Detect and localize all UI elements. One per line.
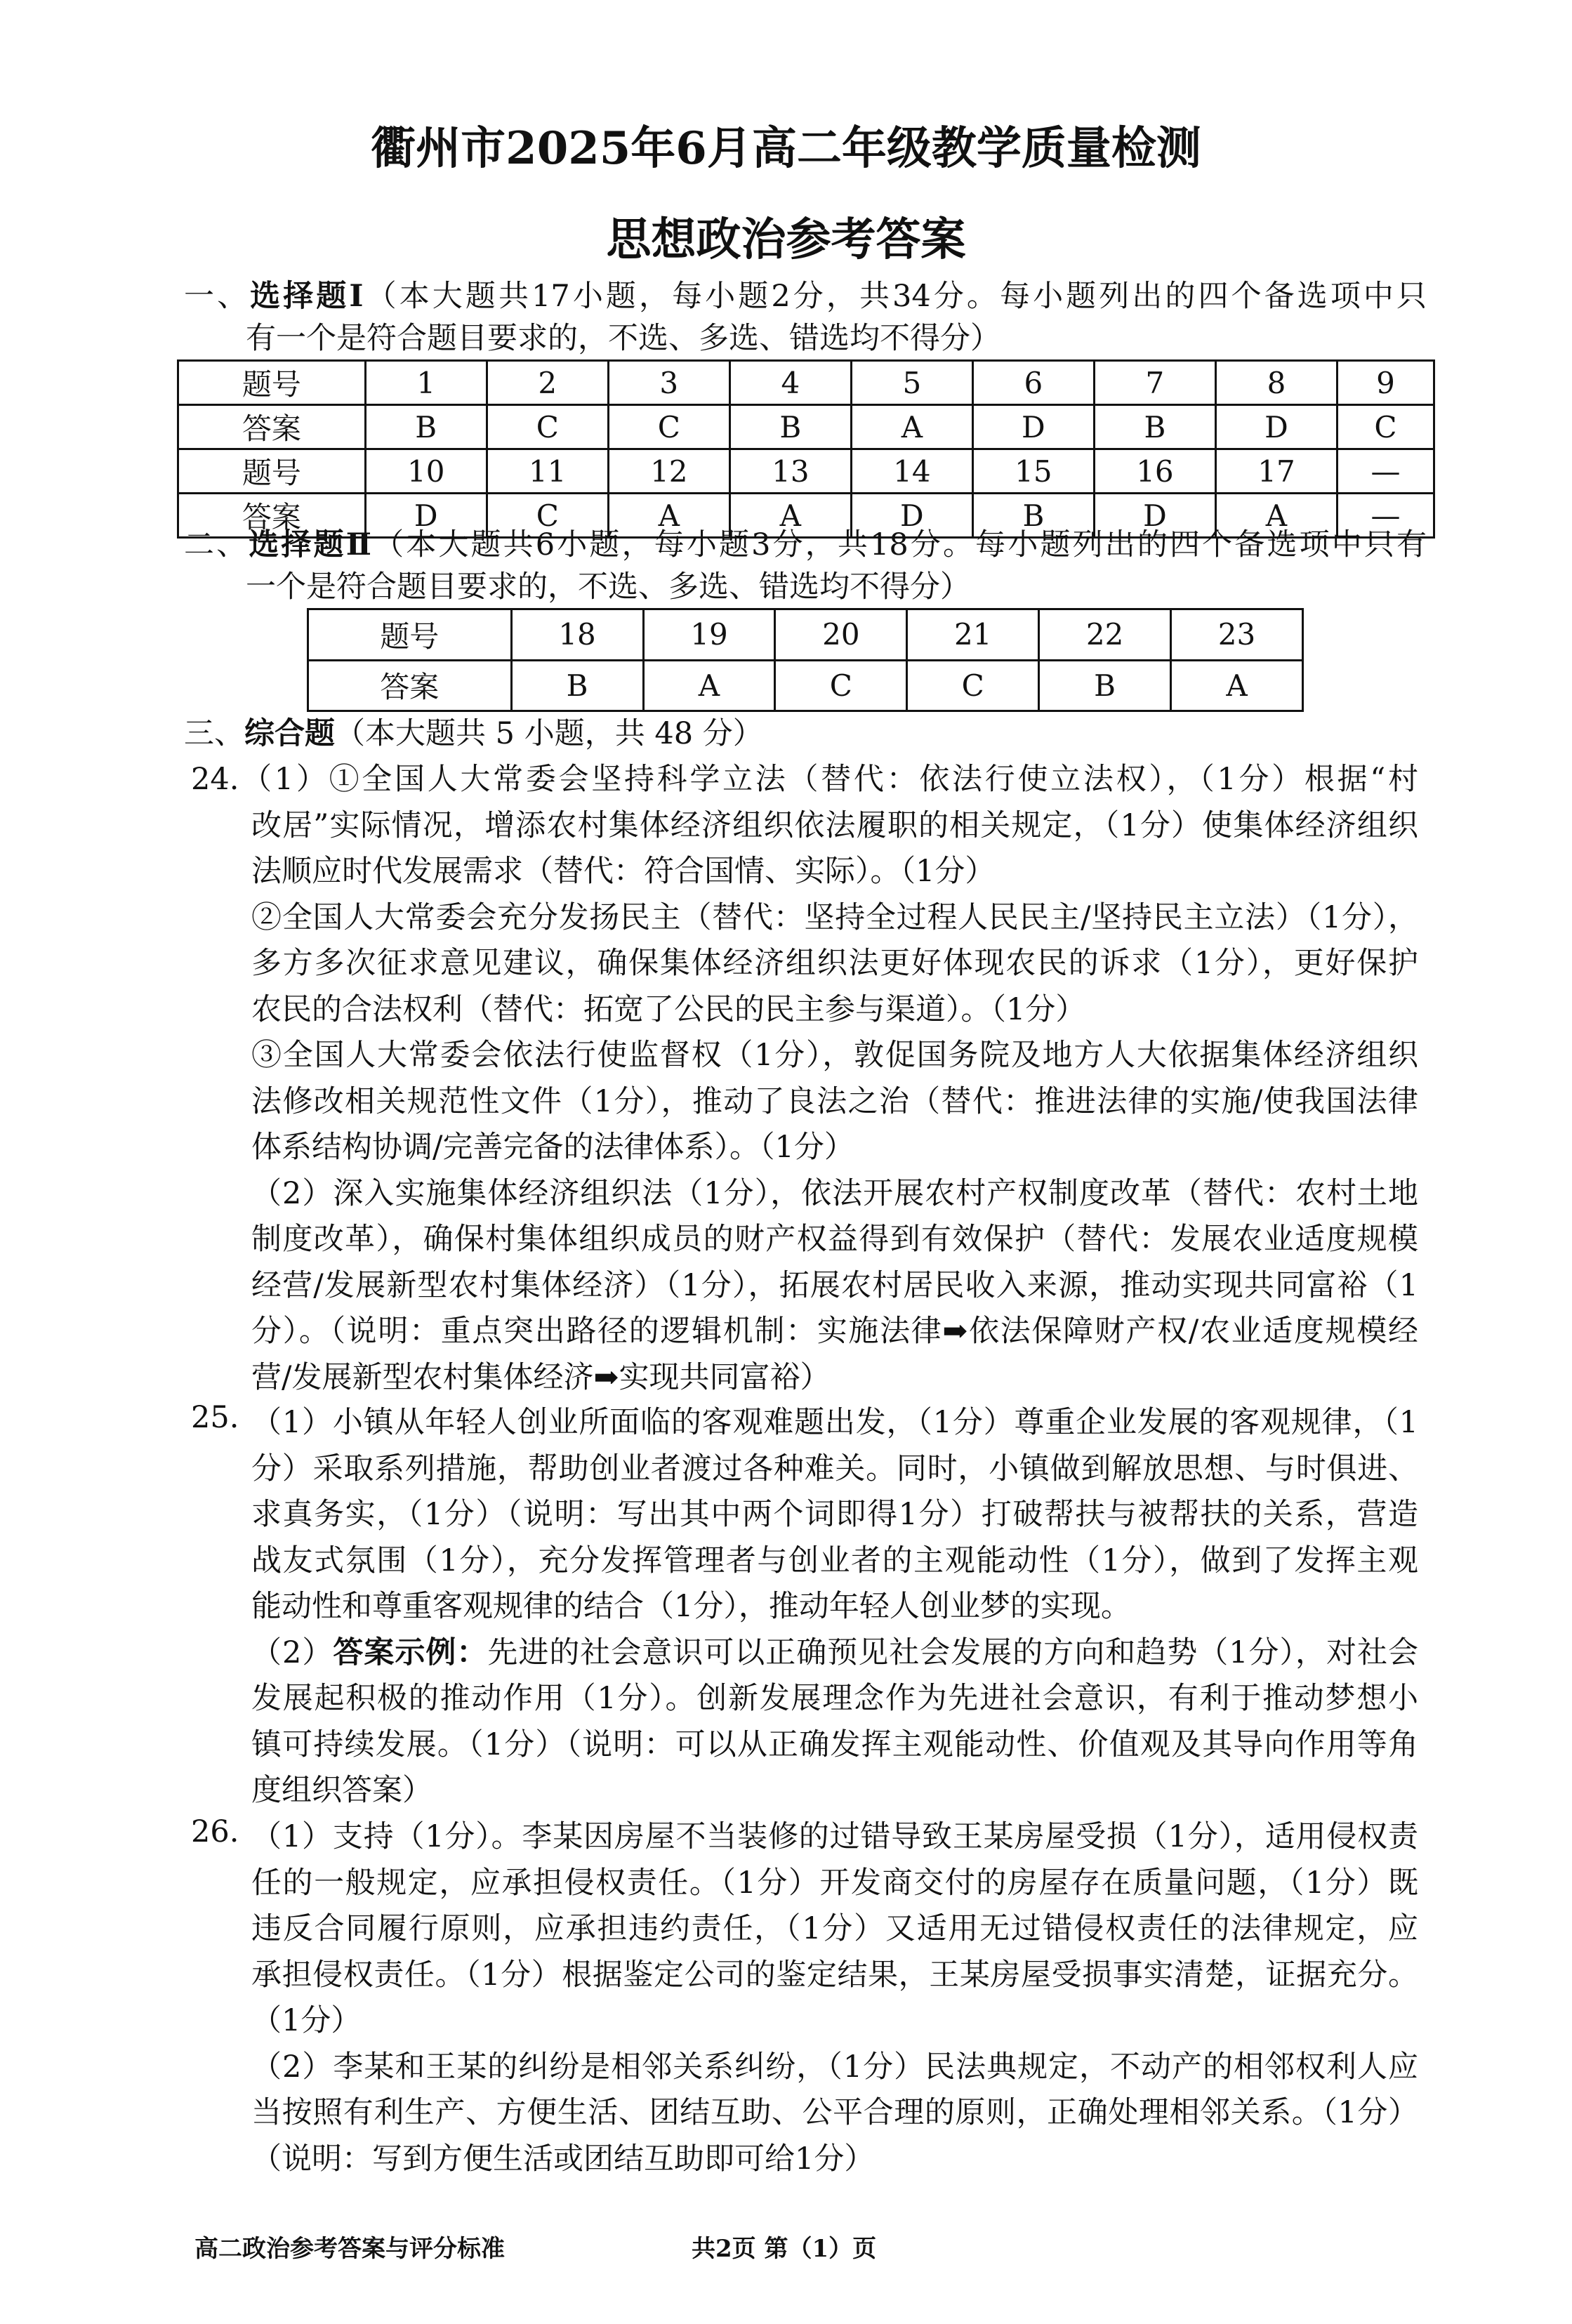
- table-cell: —: [1337, 449, 1434, 494]
- text-line: [251, 1079, 1418, 1125]
- table-row: [178, 449, 1434, 494]
- line-text: 24.（1）①全国人大常委会坚持科学立法（替代：依法行使立法权），（1分）根据“村: [191, 762, 1418, 797]
- table-cell: 7: [1094, 361, 1215, 405]
- line-text: ②全国人大常委会充分发扬民主（替代：坚持全过程人民民主/坚持民主立法）（1分），: [251, 899, 1418, 935]
- table-cell: B: [972, 494, 1094, 538]
- table-row: [178, 405, 1434, 449]
- question-26-answer: [251, 1814, 1418, 2182]
- answer-table-1: [177, 359, 1435, 539]
- part-label: （2）: [251, 1635, 333, 1670]
- section2-heading: [184, 524, 1427, 608]
- section1-heading: [184, 275, 1427, 359]
- text-line: [251, 895, 1418, 942]
- table-cell: 8: [1215, 361, 1337, 405]
- table-cell: 3: [608, 361, 729, 405]
- line-text: 镇可持续发展。（1分）（说明：可以从正确发挥主观能动性、价值观及其导向作用等角: [251, 1727, 1418, 1762]
- row-header: 题号: [178, 449, 366, 494]
- answer-example-label: 答案示例：: [333, 1635, 488, 1670]
- text-line: [251, 1722, 1418, 1769]
- table-cell: D: [365, 494, 487, 538]
- section-description: 有一个是符合题目要求的，不选、多选、错选均不得分）: [246, 321, 1000, 356]
- section3-heading: [184, 711, 1427, 758]
- row-header: 题号: [178, 361, 366, 405]
- line-text: 先进的社会意识可以正确预见社会发展的方向和趋势（1分），对社会: [487, 1635, 1419, 1670]
- line-text: 制度改革），确保村集体组织成员的财产权益得到有效保护（替代：发展农业适度规模: [251, 1222, 1418, 1257]
- table-cell: B: [365, 405, 487, 449]
- table-cell: A: [1171, 660, 1303, 711]
- line-text: 法修改相关规范性文件（1分），推动了良法之治（替代：推进法律的实施/使我国法律: [251, 1083, 1418, 1119]
- table-cell: 18: [511, 609, 643, 661]
- text-line: [251, 803, 1418, 850]
- table-cell: 20: [775, 609, 907, 661]
- table-cell: 6: [972, 361, 1094, 405]
- line-text: （说明：写到方便生活或团结互助即可给1分）: [251, 2141, 875, 2177]
- table-cell: B: [1039, 660, 1171, 711]
- table-cell: 17: [1215, 449, 1337, 494]
- line-text: （2）李某和王某的纠纷是相邻关系纠纷，（1分）民法典规定，不动产的相邻权利人应: [251, 2049, 1418, 2085]
- text-line: [251, 1217, 1418, 1263]
- text-line: [251, 2045, 1418, 2091]
- line-text: ③全国人大常委会依法行使监督权（1分），敦促国务院及地方人大依据集体经济组织: [251, 1038, 1418, 1073]
- table-cell: 12: [608, 449, 729, 494]
- table-cell: 11: [487, 449, 608, 494]
- line-text: 改居”实际情况，增添农村集体经济组织依法履职的相关规定，（1分）使集体经济组织: [251, 807, 1418, 843]
- line-text: 分）。（说明：重点突出路径的逻辑机制：实施法律➡依法保障财产权/农业适度规模经: [251, 1314, 1418, 1349]
- section-description: （本大题共17小题，每小题2分，共34分。每小题列出的四个备选项中只: [366, 279, 1427, 314]
- section-description: （本大题共 5 小题，共 48 分）: [335, 716, 763, 751]
- text-line: [251, 1953, 1418, 1999]
- table-cell: D: [972, 405, 1094, 449]
- section-number: 一、: [184, 279, 251, 314]
- section-description: （本大题共6小题，每小题3分，共18分。每小题列出的四个备选项中只有: [374, 527, 1427, 562]
- table-cell: 14: [851, 449, 972, 494]
- table-cell: C: [487, 494, 608, 538]
- table-cell: C: [487, 405, 608, 449]
- table-cell: A: [643, 660, 775, 711]
- line-text: 多方多次征求意见建议，确保集体经济组织法更好体现农民的诉求（1分），更好保护: [251, 946, 1418, 981]
- line-text: 当按照有利生产、方便生活、团结互助、公平合理的原则，正确处理相邻关系。（1分）: [251, 2095, 1418, 2130]
- text-line: [251, 1446, 1418, 1493]
- table-cell: C: [775, 660, 907, 711]
- row-header: 题号: [308, 609, 512, 661]
- section-title: 选择题Ⅱ: [249, 527, 374, 562]
- table-cell: 15: [972, 449, 1094, 494]
- text-line: [251, 849, 1418, 895]
- table-cell: A: [608, 494, 729, 538]
- text-line: [251, 1768, 1418, 1814]
- text-line: [251, 1263, 1418, 1309]
- text-line: [251, 941, 1418, 987]
- table-cell: C: [1337, 405, 1434, 449]
- line-text: 求真务实，（1分）（说明：写出其中两个词即得1分）打破帮扶与被帮扶的关系，营造: [251, 1497, 1418, 1532]
- text-line: [251, 1033, 1418, 1079]
- section-title: 综合题: [244, 716, 335, 751]
- table-row: [308, 609, 1303, 661]
- row-header: 答案: [178, 405, 366, 449]
- section-description: 一个是符合题目要求的，不选、多选、错选均不得分）: [246, 569, 970, 605]
- table-cell: A: [729, 494, 851, 538]
- text-line: [251, 1861, 1418, 1907]
- line-text: （1）小镇从年轻人创业所面临的客观难题出发，（1分）尊重企业发展的客观规律，（1: [251, 1405, 1418, 1440]
- table-cell: 19: [643, 609, 775, 661]
- table-cell: B: [1094, 405, 1215, 449]
- table-cell: D: [1215, 405, 1337, 449]
- line-text: 农民的合法权利（替代：拓宽了公民的民主参与渠道）。（1分）: [251, 991, 1086, 1027]
- text-line: [251, 1676, 1418, 1722]
- line-text: 违反合同履行原则，应承担违约责任，（1分）又适用无过错侵权责任的法律规定，应: [251, 1911, 1418, 1946]
- table-cell: 9: [1337, 361, 1434, 405]
- line-text: 法顺应时代发展需求（替代：符合国情、实际）。（1分）: [251, 854, 996, 889]
- line-text: （1分）: [251, 2003, 362, 2038]
- text-line: [251, 2090, 1418, 2137]
- table-cell: —: [1337, 494, 1434, 538]
- line-text: （2）深入实施集体经济组织法（1分），依法开展农村产权制度改革（替代：农村土地: [251, 1175, 1418, 1211]
- document-title: 衢州市2025年6月高二年级教学质量检测: [371, 122, 1201, 175]
- table-cell: 22: [1039, 609, 1171, 661]
- text-line: [251, 1309, 1418, 1355]
- text-line: [251, 1630, 1418, 1677]
- table-cell: 2: [487, 361, 608, 405]
- line-text: 承担侵权责任。（1分）根据鉴定公司的鉴定结果，王某房屋受损事实清楚，证据充分。: [251, 1957, 1418, 1993]
- text-line: [251, 1492, 1418, 1538]
- table-cell: 16: [1094, 449, 1215, 494]
- table-cell: 1: [365, 361, 487, 405]
- line-text: 经营/发展新型农村集体经济）（1分），拓展农村居民收入来源，推动实现共同富裕（1: [251, 1267, 1418, 1303]
- section-title: 选择题Ⅰ: [250, 279, 366, 314]
- line-text: 任的一般规定，应承担侵权责任。（1分）开发商交付的房屋存在质量问题，（1分）既: [251, 1865, 1418, 1901]
- table-cell: 10: [365, 449, 487, 494]
- table-row: [308, 660, 1303, 711]
- footer-title: 高二政治参考答案与评分标准: [194, 2235, 505, 2263]
- text-line: [251, 1906, 1418, 1953]
- text-line: [251, 2137, 1418, 2183]
- text-line: [251, 1814, 1418, 1861]
- line-text: 发展起积极的推动作用（1分）。创新发展理念作为先进社会意识，有利于推动梦想小: [251, 1681, 1418, 1716]
- section-number: 三、: [184, 716, 244, 751]
- section-number: 二、: [184, 527, 249, 562]
- table-cell: B: [729, 405, 851, 449]
- text-line: [251, 1538, 1418, 1585]
- table-cell: 4: [729, 361, 851, 405]
- table-row: [178, 361, 1434, 405]
- question-number: 26.: [191, 1814, 239, 1849]
- table-cell: C: [907, 660, 1039, 711]
- table-cell: D: [851, 494, 972, 538]
- table-cell: 21: [907, 609, 1039, 661]
- text-line: [251, 1400, 1418, 1446]
- line-text: 战友式氛围（1分），充分发挥管理者与创业者的主观能动性（1分），做到了发挥主观: [251, 1543, 1418, 1578]
- text-line: [251, 1584, 1418, 1630]
- question-number: 25.: [191, 1400, 239, 1435]
- document-subtitle: 思想政治参考答案: [606, 213, 966, 266]
- text-line: [251, 1355, 1418, 1401]
- row-header: 答案: [178, 494, 366, 538]
- line-text: 营/发展新型农村集体经济➡实现共同富裕）: [251, 1359, 831, 1395]
- text-line: [251, 1998, 1418, 2045]
- table-cell: 23: [1171, 609, 1303, 661]
- question-24-answer: [191, 757, 1418, 1401]
- line-text: 能动性和尊重客观规律的结合（1分），推动年轻人创业梦的实现。: [251, 1589, 1131, 1624]
- line-text: （1）支持（1分）。李某因房屋不当装修的过错导致王某房屋受损（1分），适用侵权责: [251, 1819, 1418, 1854]
- table-cell: A: [851, 405, 972, 449]
- text-line: [251, 1171, 1418, 1217]
- table-cell: 5: [851, 361, 972, 405]
- line-text: 体系结构协调/完善完备的法律体系）。（1分）: [251, 1130, 854, 1165]
- question-25-answer: [251, 1400, 1418, 1814]
- line-text: 度组织答案）: [251, 1773, 432, 1808]
- text-line: [191, 757, 1418, 803]
- text-line: [251, 987, 1418, 1034]
- table-cell: D: [1094, 494, 1215, 538]
- table-cell: A: [1215, 494, 1337, 538]
- line-text: 分）采取系列措施，帮助创业者渡过各种难关。同时，小镇做到解放思想、与时俱进、: [251, 1451, 1418, 1486]
- answer-table-2: [307, 608, 1304, 712]
- table-cell: 13: [729, 449, 851, 494]
- text-line: [251, 1125, 1418, 1171]
- table-cell: C: [608, 405, 729, 449]
- table-cell: B: [511, 660, 643, 711]
- row-header: 答案: [308, 660, 512, 711]
- page-number: 共2页 第（1）页: [692, 2235, 877, 2263]
